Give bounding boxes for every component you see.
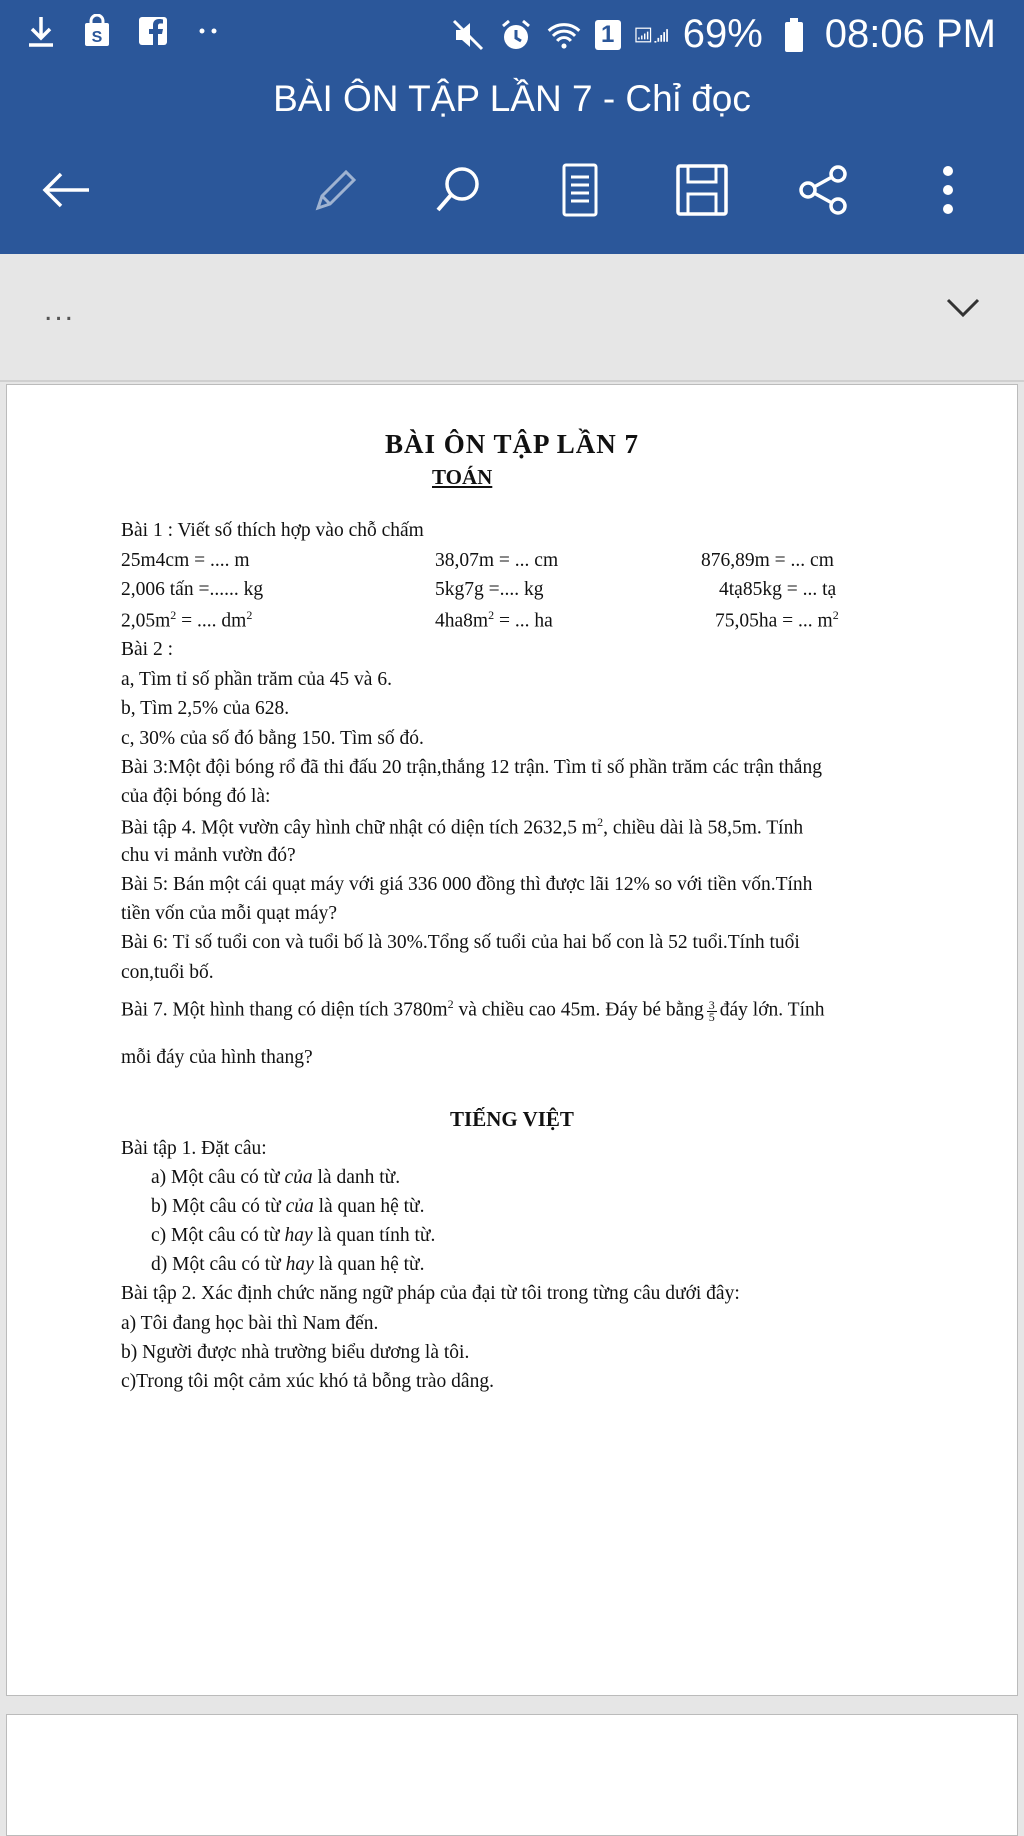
bai6-line1: Bài 6: Tỉ số tuổi con và tuổi bố là 30%.Tổng số tuổi của hai bố con là 52 tuổi.Tính tuổi bbox=[121, 932, 800, 953]
svg-text:S: S bbox=[91, 29, 103, 46]
bai1-r1c1: 25m4cm = .... m bbox=[121, 550, 250, 571]
bt1-b: b) Một câu có từ của là quan hệ từ. bbox=[151, 1196, 425, 1217]
bai1-heading: Bài 1 : Viết số thích hợp vào chỗ chấm bbox=[121, 520, 424, 541]
share-button[interactable] bbox=[784, 150, 864, 230]
document-page bbox=[6, 384, 1018, 1696]
back-icon bbox=[39, 170, 93, 210]
bai5-line1: Bài 5: Bán một cái quạt máy với giá 336 000 đồng thì được lãi 12% so với tiền vốn.Tính bbox=[121, 874, 813, 895]
bt2-c: c)Trong tôi một cảm xúc khó tả bỗng trào dâng. bbox=[121, 1371, 494, 1392]
mute-icon bbox=[451, 18, 485, 52]
bai1-r3c1: $2,05m^2$ = .... $dm^2$ bbox=[121, 608, 253, 632]
edit-icon bbox=[308, 162, 364, 218]
bai7-line2: mỗi đáy của hình thang? bbox=[121, 1047, 313, 1068]
bai1-r3c2: $4ha8m^2$ = ... ha bbox=[435, 608, 553, 632]
math-heading: TOÁN bbox=[432, 465, 493, 489]
bt2-heading: Bài tập 2. Xác định chức năng ngữ pháp của đại từ tôi trong từng câu dưới đây: bbox=[121, 1283, 740, 1304]
more-options-button[interactable] bbox=[908, 150, 988, 230]
bt1-a: a) Một câu có từ của là danh từ. bbox=[151, 1167, 401, 1188]
bt1-heading: Bài tập 1. Đặt câu: bbox=[121, 1138, 267, 1159]
back-button[interactable] bbox=[26, 150, 106, 230]
sim-icon: 1 bbox=[595, 20, 621, 50]
edit-button[interactable] bbox=[296, 150, 376, 230]
share-icon bbox=[796, 162, 852, 218]
reading-view-icon bbox=[560, 162, 600, 218]
status-bar bbox=[0, 0, 1024, 70]
more-options-icon bbox=[942, 165, 954, 215]
bai5-line2: tiền vốn của mỗi quạt máy? bbox=[121, 903, 338, 924]
vietnamese-heading: TIẾNG VIỆT bbox=[450, 1107, 574, 1131]
app-bar bbox=[0, 0, 1024, 254]
expand-ribbon-button[interactable] bbox=[946, 298, 980, 323]
signal-icon bbox=[635, 18, 669, 52]
bai1-r3c3: 75,05ha = ... $m^2$ bbox=[715, 608, 839, 632]
doc-title: BÀI ÔN TẬP LẦN 7 bbox=[384, 429, 640, 459]
bai4-line2: chu vi mảnh vườn đó? bbox=[121, 845, 296, 866]
wifi-icon bbox=[547, 18, 581, 52]
bai1-r2c2: 5kg7g =.... kg bbox=[435, 579, 544, 600]
bai6-line2: con,tuổi bố. bbox=[121, 962, 214, 983]
bai1-r1c3: 876,89m = ... cm bbox=[701, 550, 834, 571]
save-icon bbox=[674, 162, 730, 218]
facebook-icon bbox=[136, 14, 170, 48]
bai3-line1: Bài 3:Một đội bóng rổ đã thi đấu 20 trận,thắng 12 trận. Tìm tỉ số phần trăm các trận thắng bbox=[121, 757, 822, 778]
store-icon bbox=[80, 14, 114, 48]
bai2-heading: Bài 2 : bbox=[121, 639, 173, 660]
ribbon-ellipsis[interactable]: ... bbox=[44, 294, 76, 327]
ribbon-collapsed-bar bbox=[0, 254, 1024, 382]
more-notifications-icon bbox=[192, 14, 226, 48]
bai2-b: b, Tìm 2,5% của 628. bbox=[121, 698, 290, 719]
bai4-line1: Bài tập 4. Một vườn cây hình chữ nhật có diện tích 2632,5 $m^2$, chiều dài là 58,5m. Tính bbox=[121, 815, 804, 839]
search-icon bbox=[430, 162, 486, 218]
alarm-icon bbox=[499, 18, 533, 52]
bt2-a: a) Tôi đang học bài thì Nam đến. bbox=[121, 1313, 379, 1334]
bt2-b: b) Người được nhà trường biểu dương là tôi. bbox=[121, 1342, 470, 1363]
document-page-next bbox=[6, 1714, 1018, 1836]
reading-view-button[interactable] bbox=[540, 150, 620, 230]
battery-percent: 69% bbox=[682, 12, 763, 56]
bai7-line1: Bài 7. Một hình thang có diện tích $3780m^2$ và chiều cao 45m. Đáy bé bằng $\frac{3}{5}$ đáy lớn. Tính bbox=[121, 997, 825, 1024]
clock: 08:06 PM bbox=[824, 12, 996, 56]
bai3-line2: của đội bóng đó là: bbox=[121, 786, 271, 807]
bai2-c: c, 30% của số đó bằng 150. Tìm số đó. bbox=[121, 728, 424, 749]
bai2-a: a, Tìm tỉ số phần trăm của 45 và 6. bbox=[121, 669, 392, 690]
download-icon bbox=[24, 14, 58, 48]
fraction-three-fifths: $\frac{3}{5}$ bbox=[708, 997, 715, 1024]
document-title-bar: BÀI ÔN TẬP LẦN 7 - Chỉ đọc bbox=[273, 78, 751, 119]
bai1-r2c1: 2,006 tấn =...... kg bbox=[121, 579, 264, 600]
chevron-down-icon bbox=[946, 298, 980, 318]
search-button[interactable] bbox=[418, 150, 498, 230]
bt1-c: c) Một câu có từ hay là quan tính từ. bbox=[151, 1225, 436, 1246]
battery-icon bbox=[777, 18, 811, 52]
toolbar bbox=[0, 150, 1024, 230]
bai1-r2c3: 4tạ85kg = ... tạ bbox=[719, 579, 837, 600]
save-button[interactable] bbox=[662, 150, 742, 230]
bai1-r1c2: 38,07m = ... cm bbox=[435, 550, 559, 571]
bt1-d: d) Một câu có từ hay là quan hệ từ. bbox=[151, 1254, 425, 1275]
